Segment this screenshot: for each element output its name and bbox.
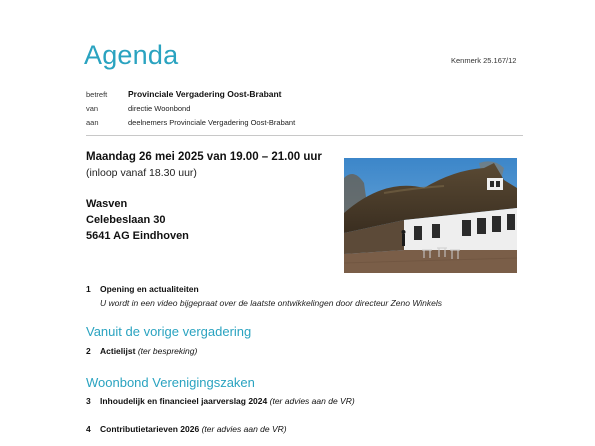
agenda-item-3 (86, 396, 355, 406)
meta-row-subject (86, 87, 295, 101)
item-title: Opening en actualiteiten (100, 284, 199, 294)
meta-label: aan (86, 117, 99, 127)
meta-row-from (86, 101, 295, 115)
venue-city: 5641 AG Eindhoven (86, 230, 189, 242)
agenda-item-2 (86, 346, 197, 356)
reference-number: Kenmerk 25.167/12 (451, 56, 517, 65)
item-note: (ter bespreking) (137, 346, 198, 356)
meta-table (86, 87, 295, 129)
page-title: Agenda (84, 40, 179, 70)
venue-photo (344, 158, 517, 273)
meta-label: betreft (86, 89, 108, 99)
divider (86, 135, 523, 136)
item-number: 4 (86, 424, 91, 434)
meta-value: deelnemers Provinciale Vergadering Oost-Brabant (128, 117, 296, 127)
meta-row-to (86, 115, 295, 129)
venue-address (86, 196, 189, 244)
meta-value: Provinciale Vergadering Oost-Brabant (128, 89, 282, 99)
meta-value: directie Woonbond (128, 103, 191, 113)
section-heading-association: Woonbond Verenigingszaken (86, 375, 255, 390)
item-note: (ter advies aan de VR) (269, 396, 355, 406)
item-number: 2 (86, 346, 91, 356)
item-title: Actielijst (100, 346, 136, 356)
meta-label: van (86, 103, 99, 113)
event-date-time: Maandag 26 mei 2025 van 19.00 – 21.00 uur (86, 151, 322, 163)
venue-name: Wasven (86, 198, 128, 210)
venue-street: Celebeslaan 30 (86, 214, 166, 226)
item-description: U wordt in een video bijgepraat over de laatste ontwikkelingen door directeur Zeno Winkels (100, 298, 443, 308)
item-title: Contributietarieven 2026 (100, 424, 200, 434)
agenda-item-1 (86, 284, 199, 294)
item-number: 3 (86, 396, 91, 406)
item-title: Inhoudelijk en financieel jaarverslag 2024 (100, 396, 268, 406)
item-note: (ter advies aan de VR) (201, 424, 287, 434)
item-number: 1 (86, 284, 91, 294)
section-heading-previous: Vanuit de vorige vergadering (86, 324, 252, 339)
event-walk-in: (inloop vanaf 18.30 uur) (86, 167, 197, 179)
agenda-item-4 (86, 424, 287, 434)
